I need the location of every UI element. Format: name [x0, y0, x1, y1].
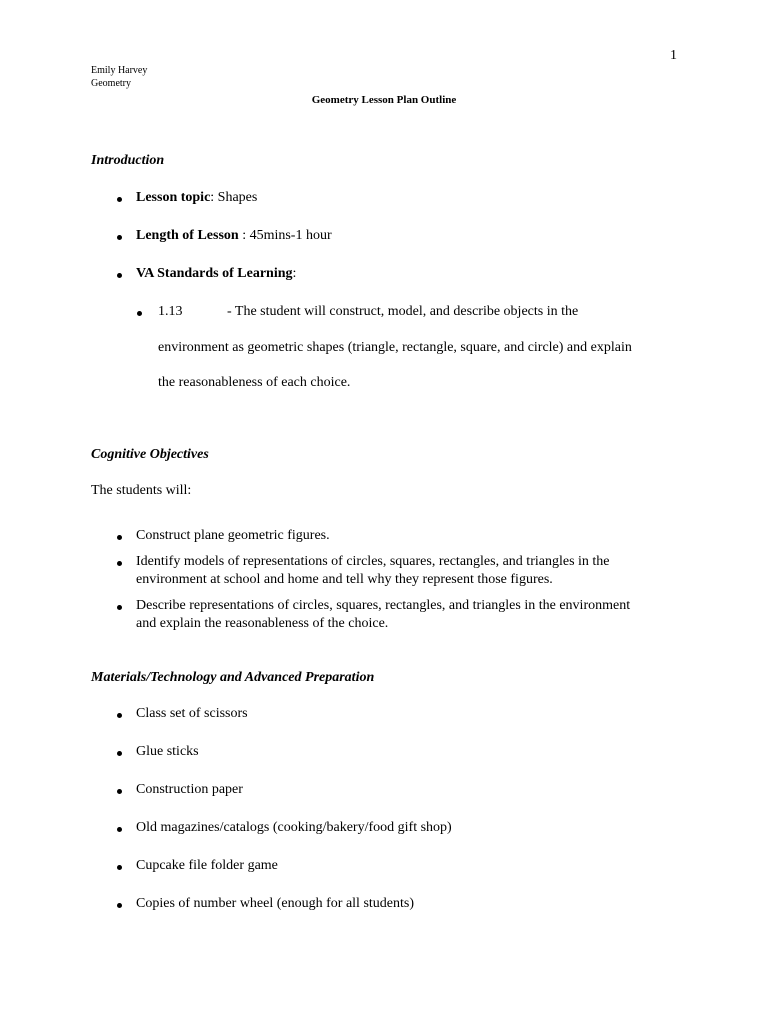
- list-item: Copies of number wheel (enough for all students): [136, 896, 414, 911]
- list-item: Glue sticks: [136, 744, 199, 759]
- list-item: [136, 190, 257, 206]
- list-item: Construct plane geometric figures.: [136, 528, 330, 543]
- list-item: Old magazines/catalogs (cooking/bakery/food gift shop): [136, 820, 452, 835]
- page-number: 1: [670, 48, 677, 63]
- bullet-icon: [117, 273, 122, 278]
- standard-line: the reasonableness of each choice.: [158, 375, 351, 390]
- item-value: : Shapes: [210, 190, 258, 205]
- list-item: [136, 228, 332, 244]
- item-label: Length of Lesson: [136, 228, 239, 243]
- list-item: Construction paper: [136, 782, 243, 797]
- bullet-icon: [117, 197, 122, 202]
- item-label: VA Standards of Learning: [136, 266, 293, 281]
- course-name: Geometry: [91, 78, 131, 89]
- item-value: : 45mins-1 hour: [238, 228, 332, 243]
- bullet-icon: [117, 713, 122, 718]
- cognitive-intro: The students will:: [91, 483, 192, 498]
- bullet-icon: [117, 561, 122, 566]
- introduction-heading: Introduction: [91, 153, 165, 168]
- bullet-icon: [117, 827, 122, 832]
- standard-line: environment as geometric shapes (triangle, rectangle, square, and circle) and explain: [158, 340, 632, 355]
- bullet-icon: [137, 311, 142, 316]
- bullet-icon: [117, 235, 122, 240]
- author-name: Emily Harvey: [91, 65, 148, 76]
- materials-heading: Materials/Technology and Advanced Preparation: [91, 670, 375, 685]
- document-title: Geometry Lesson Plan Outline: [311, 94, 457, 106]
- list-item: [136, 266, 296, 282]
- cognitive-heading: Cognitive Objectives: [91, 447, 209, 462]
- item-label: Lesson topic: [136, 190, 211, 205]
- bullet-icon: [117, 751, 122, 756]
- bullet-icon: [117, 605, 122, 610]
- list-item: Cupcake file folder game: [136, 858, 278, 873]
- bullet-icon: [117, 903, 122, 908]
- bullet-icon: [117, 789, 122, 794]
- standard-line: - The student will construct, model, and describe objects in the: [227, 304, 579, 319]
- list-item: Describe representations of circles, squares, rectangles, and triangles in the environment: [136, 598, 631, 613]
- bullet-icon: [117, 865, 122, 870]
- list-item-continued: environment at school and home and tell why they represent those figures.: [136, 572, 553, 587]
- list-item-continued: and explain the reasonableness of the choice.: [136, 616, 389, 631]
- item-value: :: [292, 266, 297, 281]
- list-item: Identify models of representations of circles, squares, rectangles, and triangles in the: [136, 554, 610, 569]
- standard-code: 1.13: [158, 304, 183, 319]
- list-item: Class set of scissors: [136, 706, 248, 721]
- bullet-icon: [117, 535, 122, 540]
